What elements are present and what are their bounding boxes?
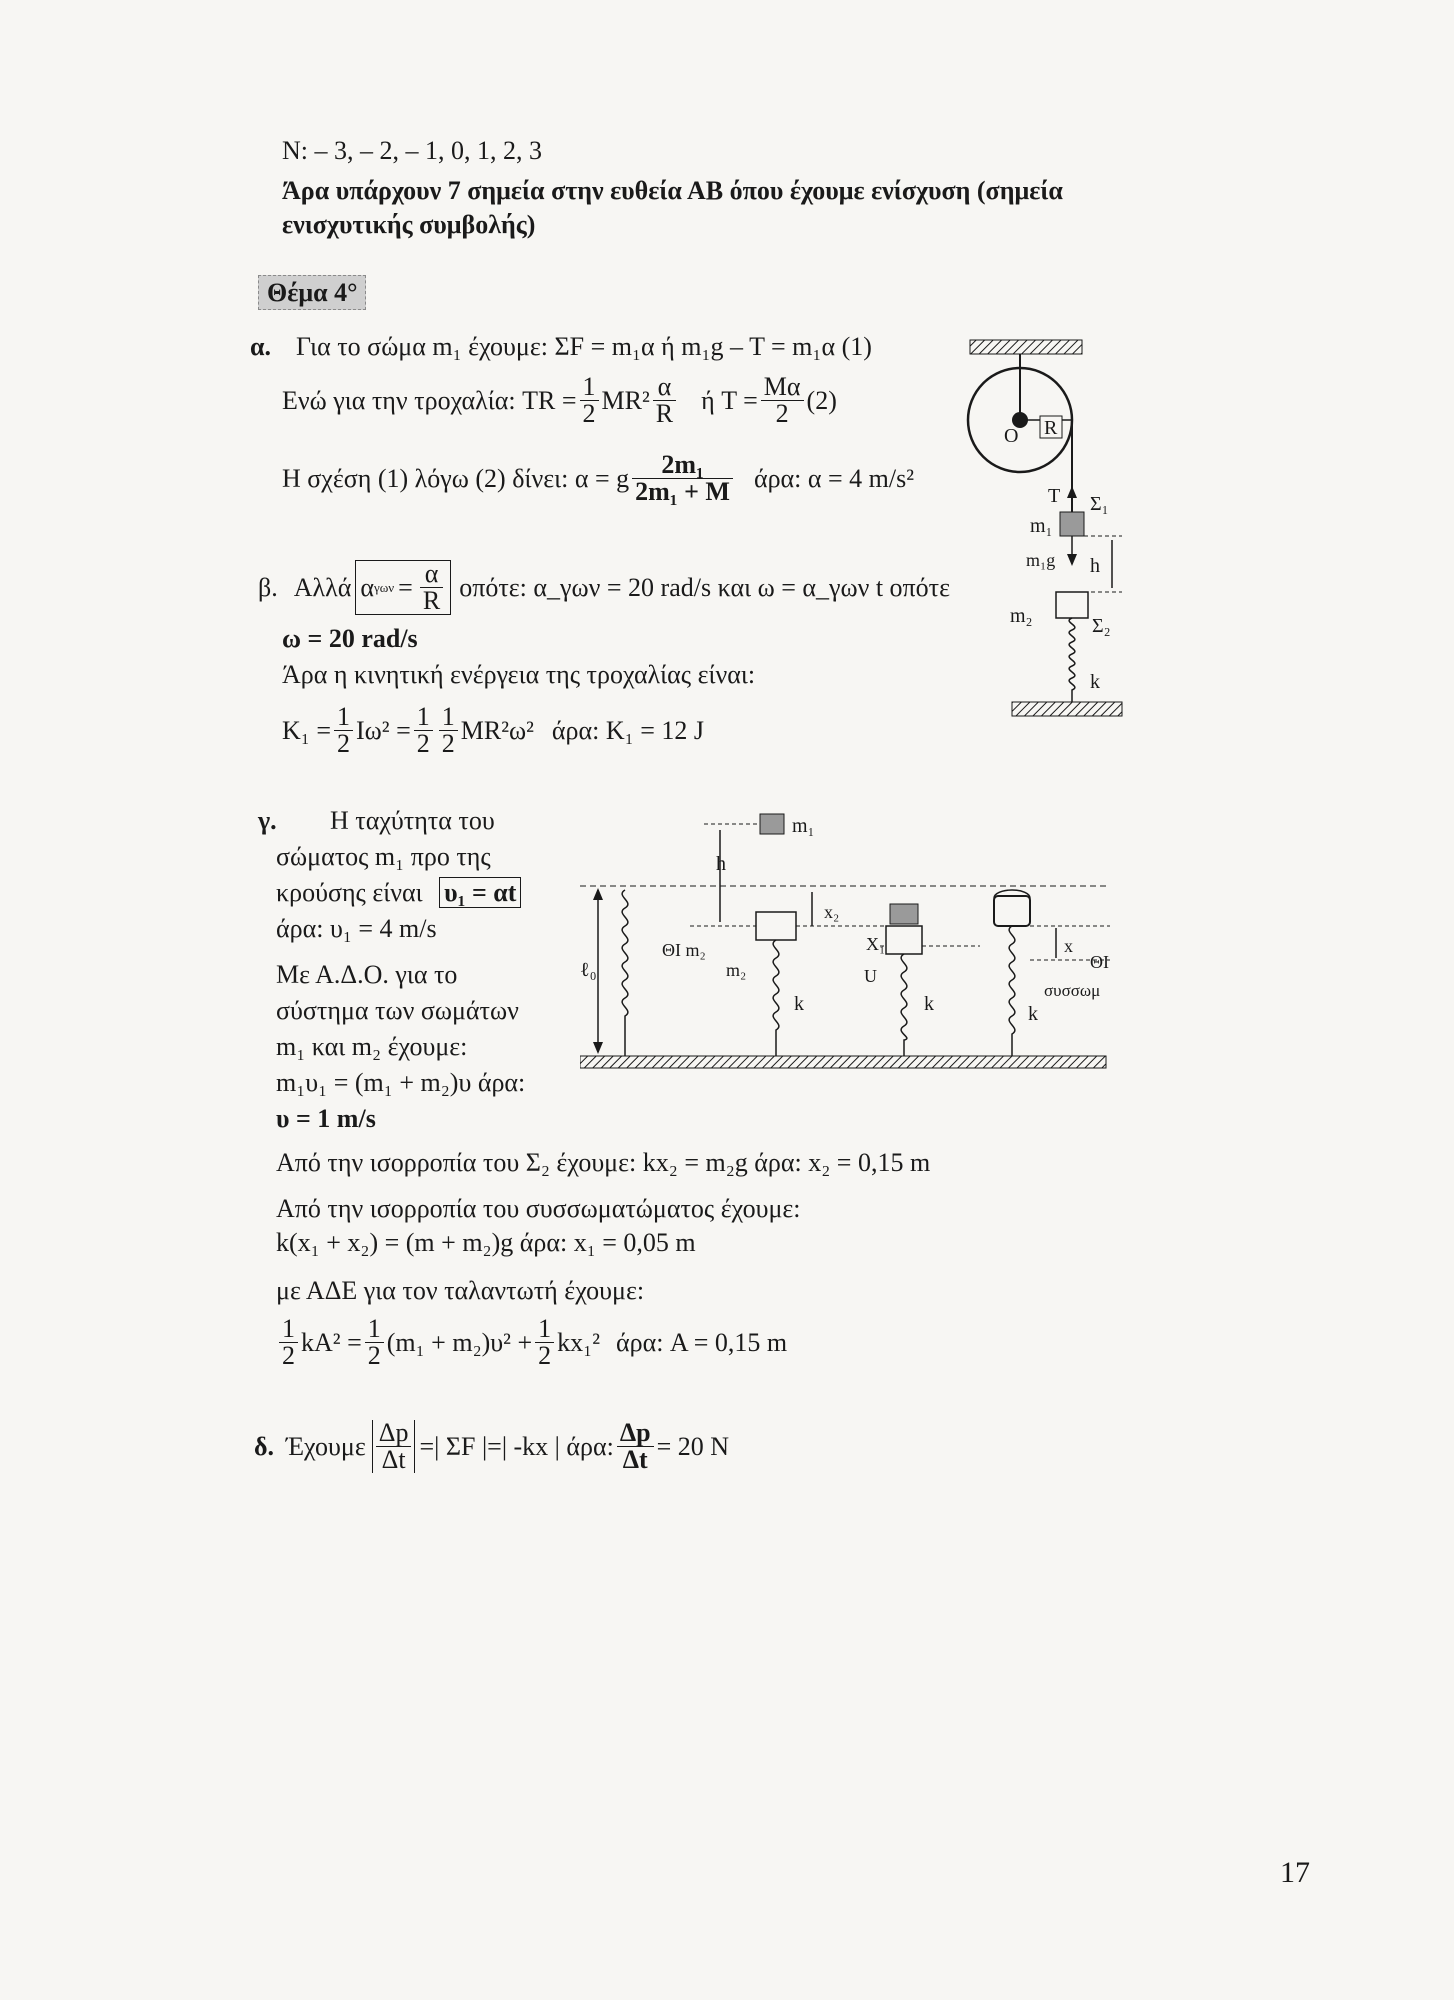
k-half-1-den: 2 xyxy=(337,729,351,758)
k-half-1 xyxy=(334,704,353,757)
tension-arrowhead xyxy=(1067,486,1077,498)
m1-on-m2 xyxy=(890,904,918,924)
e-half-3 xyxy=(535,1316,554,1369)
floor-hatch-2 xyxy=(580,1056,1106,1068)
velocity-box: υ₁ = αt xyxy=(439,877,521,908)
k-half-1-num: 1 xyxy=(334,704,353,731)
equilibrium-s2: Από την ισορροπία του Σ₂ έχουμε: kx₂ = m₂g άρα: x₂ = 0,15 m xyxy=(276,1148,931,1177)
part-c-line2: σώματος m₁ προ της xyxy=(276,842,491,871)
dp-num-2: Δp xyxy=(617,1420,654,1447)
result-fraction xyxy=(617,1420,654,1473)
page-number: 17 xyxy=(1280,1856,1310,1889)
acceleration-fraction xyxy=(632,452,733,505)
part-d-line xyxy=(254,1420,729,1473)
part-c-line1: Η ταχύτητα του xyxy=(330,806,495,835)
mass-m1 xyxy=(1060,512,1084,536)
ceiling-hatch xyxy=(970,340,1082,354)
pulley-diagram xyxy=(960,330,1130,750)
floor-hatch-1 xyxy=(1012,702,1122,716)
weight-arrowhead xyxy=(1067,554,1077,566)
label-h: h xyxy=(1090,555,1100,577)
part-b-line1-suffix: οπότε: α_γων = 20 rad/s και ω = α_γων t οπότε xyxy=(459,572,951,602)
label-k-1: k xyxy=(794,993,804,1015)
combined-body xyxy=(994,896,1030,926)
conclusion-line-2: ενισχυτικής συμβολής) xyxy=(282,210,536,239)
e-half-2-den: 2 xyxy=(367,1341,381,1370)
momentum-fraction xyxy=(376,1420,412,1473)
box-den: R xyxy=(422,586,441,615)
label-u: U xyxy=(864,966,877,986)
label-k-3: k xyxy=(1028,1003,1038,1025)
label-comp: συσσωμ xyxy=(1044,981,1101,1000)
line3-prefix: Η σχέση (1) λόγω (2) δίνει: α = g xyxy=(282,463,630,493)
k-half-2-num: 1 xyxy=(414,704,433,731)
k-suffix: άρα: K₁ = 12 J xyxy=(551,715,704,745)
mass-m2 xyxy=(1056,592,1088,618)
energy-suffix: άρα: A = 0,15 m xyxy=(615,1327,788,1357)
part-d-mid: =| ΣF |=| -kx | άρα: xyxy=(419,1431,614,1461)
part-c-line3-text: κρούσης είναι xyxy=(276,878,423,907)
spring-final xyxy=(1009,926,1015,1056)
spring-combined xyxy=(901,954,907,1056)
part-c-line4: άρα: υ₁ = 4 m/s xyxy=(276,914,437,943)
line3-suffix: άρα: α = 4 m/s² xyxy=(753,463,915,493)
dt-den: Δt xyxy=(381,1445,406,1474)
part-a-line2 xyxy=(282,374,837,427)
label-t: T xyxy=(1048,485,1061,507)
e-half-2-num: 1 xyxy=(365,1316,384,1343)
n-values-line: N: – 3, – 2, – 1, 0, 1, 2, 3 xyxy=(282,136,542,165)
e-half-2 xyxy=(365,1316,384,1369)
kinetic-energy-eq xyxy=(282,704,704,757)
l0-arrowhead-bottom xyxy=(593,1042,603,1054)
spring-1 xyxy=(1069,618,1075,702)
mr2-term: MR² xyxy=(601,385,650,415)
part-c-line9: υ = 1 m/s xyxy=(276,1104,376,1133)
label-x2: x₂ xyxy=(824,902,840,922)
topic-title: Θέμα 4° xyxy=(258,275,366,310)
part-b-letter: β. xyxy=(258,572,278,602)
kinetic-energy-line: Άρα η κινητική ενέργεια της τροχαλίας είναι: xyxy=(282,660,756,689)
energy-intro: με ΑΔΕ για τον ταλαντωτή έχουμε: xyxy=(276,1276,645,1305)
label-k-2: k xyxy=(924,993,934,1015)
label-m1g: m₁g xyxy=(1026,550,1056,570)
e-half-3-den: 2 xyxy=(538,1341,552,1370)
mrw-term: MR²ω² xyxy=(460,715,534,745)
part-d-result: = 20 N xyxy=(656,1431,730,1461)
energy-end: kx₁² xyxy=(557,1327,600,1357)
e-half-1-num: 1 xyxy=(279,1316,298,1343)
part-d-prefix: Έχουμε xyxy=(286,1431,366,1461)
part-c-line5: Με Α.Δ.Ο. για το xyxy=(276,960,458,989)
label-h: h xyxy=(716,853,726,875)
collision-diagram xyxy=(580,800,1120,1080)
or-text: ή T = xyxy=(701,385,758,415)
label-x: x xyxy=(1064,936,1073,956)
a-over-r-num: α xyxy=(653,374,676,401)
dt-den-2: Δt xyxy=(622,1445,648,1474)
half-num: 1 xyxy=(580,374,599,401)
topic-badge xyxy=(258,278,366,308)
alla-text: Αλλά xyxy=(293,572,352,602)
part-c-line3 xyxy=(276,878,521,908)
box-lhs: α xyxy=(360,572,374,602)
iw2-term: Iω² = xyxy=(356,715,411,745)
a-over-r-den: R xyxy=(655,399,674,428)
e-half-1 xyxy=(279,1316,298,1369)
label-o: O xyxy=(1004,425,1019,447)
label-k: k xyxy=(1090,671,1100,693)
k-half-2 xyxy=(414,704,433,757)
energy-mid2: (m₁ + m₂)υ² + xyxy=(386,1327,533,1357)
e-half-1-den: 2 xyxy=(282,1341,295,1370)
k-prefix: K₁ = xyxy=(282,715,332,745)
label-r: R xyxy=(1044,417,1058,439)
label-x1: X₁ xyxy=(866,934,886,954)
label-m2: m₂ xyxy=(726,960,747,980)
omega-line: ω = 20 rad/s xyxy=(282,624,418,653)
eq2-label: (2) xyxy=(806,385,837,415)
equilibrium-comp-1: Από την ισορροπία του συσσωματώματος έχουμε: xyxy=(276,1194,801,1223)
part-b-line1 xyxy=(258,560,950,615)
part-d-letter: δ. xyxy=(254,1431,274,1461)
k-half-3-num: 1 xyxy=(439,704,458,731)
label-theta-m2: ΘΙ m₂ xyxy=(662,940,706,960)
energy-mid: kA² = xyxy=(301,1327,362,1357)
conclusion-line-1: Άρα υπάρχουν 7 σημεία στην ευθεία ΑΒ όπου έχουμε ενίσχυση (σημεία xyxy=(282,176,1063,205)
box-sub: γων xyxy=(373,579,395,595)
energy-equation xyxy=(276,1316,787,1369)
ma-num: Mα xyxy=(761,374,804,401)
k-half-3-den: 2 xyxy=(441,729,455,758)
part-c-line8: m₁υ₁ = (m₁ + m₂)υ άρα: xyxy=(276,1068,526,1097)
ma-fraction xyxy=(761,374,804,427)
part-a-letter: α. xyxy=(250,332,272,361)
label-m2: m₂ xyxy=(1010,605,1033,627)
label-theta: ΘΙ xyxy=(1090,952,1109,972)
dp-num: Δp xyxy=(376,1420,412,1447)
label-s1: Σ₁ xyxy=(1090,493,1109,515)
falling-m1 xyxy=(760,814,784,834)
accel-num: 2m₁ xyxy=(632,452,733,479)
e-half-3-num: 1 xyxy=(535,1316,554,1343)
k-half-3 xyxy=(439,704,458,757)
label-l0: ℓ₀ xyxy=(580,959,597,981)
label-m1: m₁ xyxy=(792,815,815,837)
part-a-line1: Για το σώμα m₁ έχουμε: ΣF = m₁α ή m₁g – T = m₁α (1) xyxy=(296,332,872,361)
k-half-2-den: 2 xyxy=(416,729,430,758)
accel-den: 2m₁ + M xyxy=(635,477,730,506)
ma-den: 2 xyxy=(775,399,789,428)
mass-m2-spring xyxy=(756,912,796,940)
l0-arrowhead-top xyxy=(593,888,603,900)
a-over-r-fraction xyxy=(653,374,676,427)
part-a-line3 xyxy=(282,452,914,505)
label-m1: m₁ xyxy=(1030,515,1053,537)
part-c-line7: m₁ και m₂ έχουμε: xyxy=(276,1032,468,1061)
spring-natural xyxy=(622,890,628,1056)
half-den: 2 xyxy=(582,399,596,428)
angular-accel-box: α γων = $\frac{\alpha}{R}$ xyxy=(355,560,451,615)
m2-combined xyxy=(886,926,922,954)
pulley-eq-prefix: Ενώ για την τροχαλία: TR = xyxy=(282,385,577,415)
part-c-line6: σύστημα των σωμάτων xyxy=(276,996,519,1025)
box-num: α xyxy=(420,561,443,588)
box-fraction xyxy=(420,561,443,614)
momentum-abs xyxy=(372,1420,416,1473)
half-fraction xyxy=(580,374,599,427)
equilibrium-comp-2: k(x₁ + x₂) = (m + m₂)g άρα: x₁ = 0,05 m xyxy=(276,1228,696,1257)
part-c-letter: γ. xyxy=(258,806,277,835)
spring-m2 xyxy=(773,940,779,1056)
label-s2: Σ₂ xyxy=(1092,615,1111,637)
